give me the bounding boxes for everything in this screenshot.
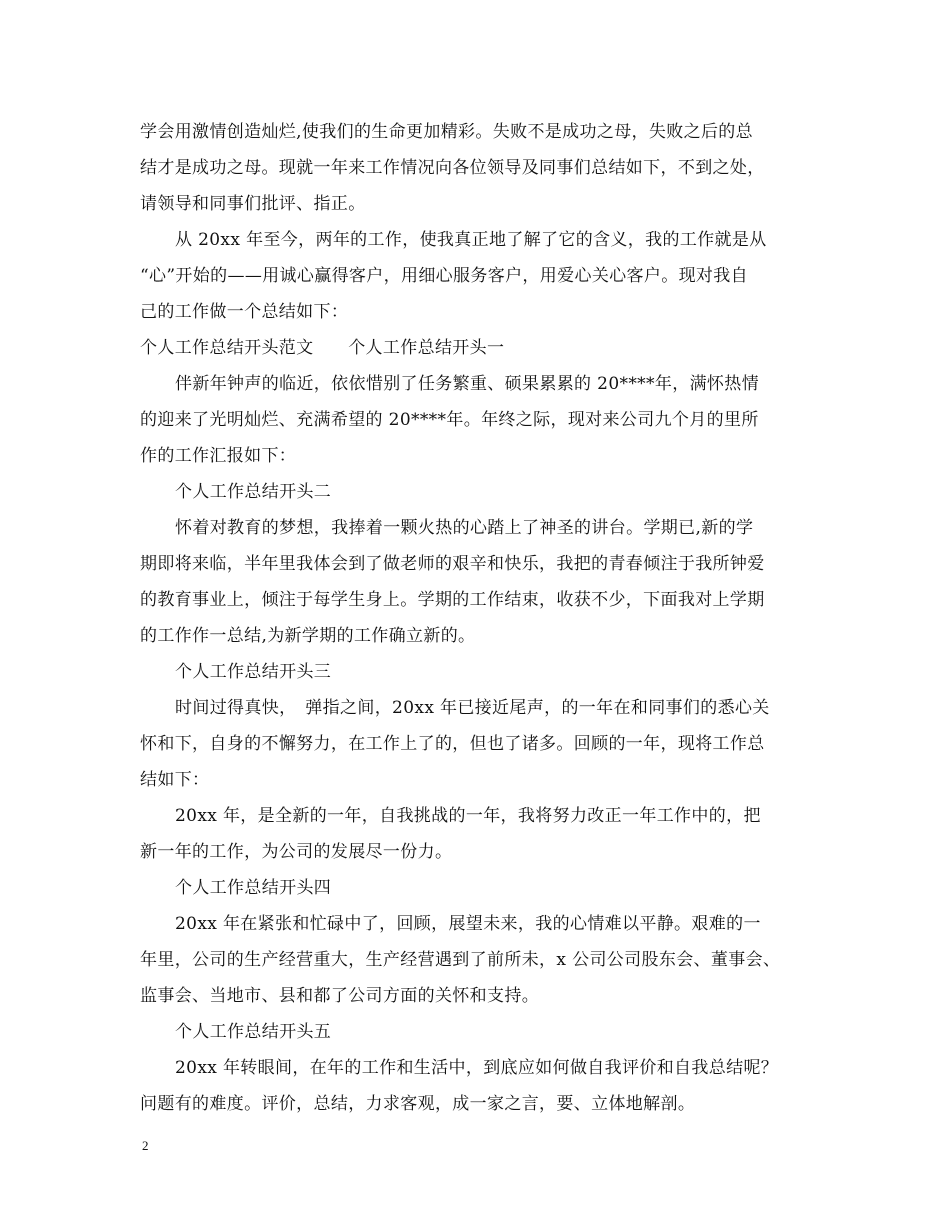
- text-line: 个人工作总结开头三: [175, 662, 332, 682]
- text-line: 的教育事业上，倾注于每学生身上。学期的工作结束，收获不少，下面我对上学期: [140, 590, 765, 610]
- text-line: 怀和下，自身的不懈努力，在工作上了的，但也了诸多。回顾的一年，现将工作总: [140, 734, 765, 754]
- text-line: 问题有的难度。评价，总结，力求客观，成一家之言，要、立体地解剖。: [140, 1094, 696, 1114]
- text-line: 伴新年钟声的临近，依依惜别了任务繁重、硕果累累的 20****年，满怀热情: [175, 374, 759, 394]
- text-line: 20xx 年，是全新的一年，自我挑战的一年，我将努力改正一年工作中的，把: [175, 806, 761, 826]
- text-line: 个人工作总结开头二: [175, 482, 332, 502]
- text-line: 的工作作一总结,为新学期的工作确立新的。: [140, 626, 476, 646]
- document-body: [140, 114, 840, 1122]
- text-line: 监事会、当地市、县和都了公司方面的关怀和支持。: [140, 986, 540, 1006]
- text-line: 请领导和同事们批评、指正。: [140, 194, 366, 214]
- text-line: “心”开始的——用诚心赢得客户，用细心服务客户，用爱心关心客户。现对我自: [140, 266, 748, 286]
- text-line: 期即将来临，半年里我体会到了做老师的艰辛和快乐，我把的青春倾注于我所钟爱: [140, 554, 765, 574]
- text-line: 从 20xx 年至今，两年的工作，使我真正地了解了它的含义，我的工作就是从: [175, 230, 767, 250]
- text-line: 结如下：: [140, 770, 210, 790]
- text-line: 结才是成功之母。现就一年来工作情况向各位领导及同事们总结如下，不到之处，: [140, 158, 765, 178]
- text-line: 时间过得真快， 弹指之间，20xx 年已接近尾声，的一年在和同事们的悉心关: [175, 698, 770, 718]
- text-line: 年里，公司的生产经营重大，生产经营遇到了前所未，x 公司公司股东会、董事会、: [140, 950, 781, 970]
- text-line: 己的工作做一个总结如下：: [140, 302, 349, 322]
- text-line: 作的工作汇报如下：: [140, 446, 297, 466]
- page-number: 2: [142, 1138, 149, 1153]
- text-line: 个人工作总结开头四: [175, 878, 332, 898]
- text-line: 个人工作总结开头五: [175, 1022, 332, 1042]
- text-line: 的迎来了光明灿烂、充满希望的 20****年。年终之际，现对来公司九个月的里所: [140, 410, 759, 430]
- text-line: 新一年的工作，为公司的发展尽一份力。: [140, 842, 453, 862]
- text-line: 20xx 年在紧张和忙碌中了，回顾，展望未来，我的心情难以平静。艰难的一: [175, 914, 761, 934]
- text-line: 学会用激情创造灿烂,使我们的生命更加精彩。失败不是成功之母，失败之后的总: [140, 122, 754, 142]
- text-line: 个人工作总结开头范文 个人工作总结开头一: [140, 338, 505, 358]
- text-line: 怀着对教育的梦想，我捧着一颗火热的心踏上了神圣的讲台。学期已,新的学: [175, 518, 754, 538]
- text-line: 20xx 年转眼间，在年的工作和生活中，到底应如何做自我评价和自我总结呢？: [175, 1058, 779, 1078]
